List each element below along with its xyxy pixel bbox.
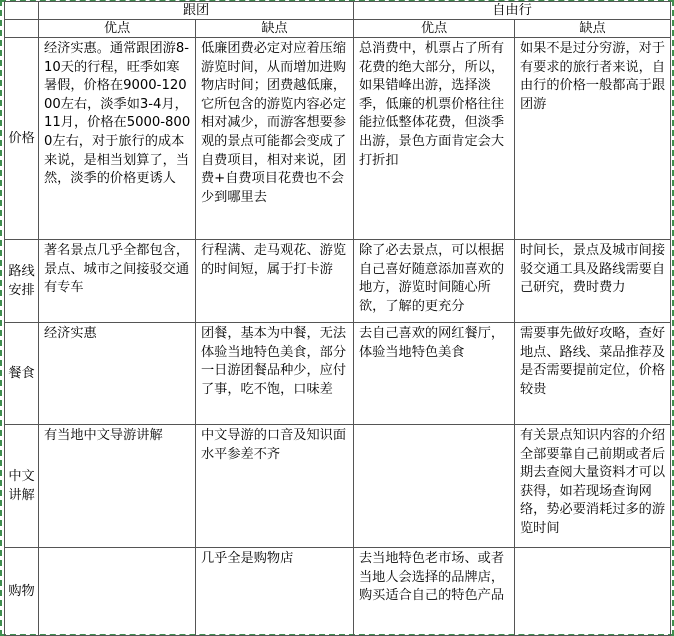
table-row-price — [5, 38, 671, 240]
group-pros-header: 优点 — [39, 20, 196, 38]
cell-group-cons: 几乎全是购物店 — [196, 548, 354, 636]
row-label-cell — [5, 240, 39, 323]
row-label: 价格 — [8, 131, 35, 146]
row-label-cell — [5, 323, 39, 425]
row-label: 路线安排 — [8, 264, 35, 298]
header-row-proscons — [5, 20, 671, 38]
cell-free-cons: 需要事先做好攻略，查好地点、路线、菜品推荐及是否需要提前定位，价格较贵 — [515, 323, 671, 425]
cell-free-cons: 时间长，景点及城市间接驳交通工具及路线需要自己研究，费时费力 — [515, 240, 671, 323]
row-label: 购物 — [8, 584, 35, 599]
table-row-shopping — [5, 548, 671, 636]
cell-group-cons: 行程满、走马观花、游览的时间短，属于打卡游 — [196, 240, 354, 323]
cell-free-pros — [354, 425, 515, 548]
cell-group-pros — [39, 548, 196, 636]
table-row-meals — [5, 323, 671, 425]
cell-free-cons: 有关景点知识内容的介绍全部要靠自己前期或者后期去查阅大量资料才可以获得，如若现场查询网络，势必要消耗过多的游览时间 — [515, 425, 671, 548]
cell-free-pros: 除了必去景点，可以根据自己喜好随意添加喜欢的地方，游览时间随心所欲，了解的更充分 — [354, 240, 515, 323]
comparison-table — [4, 1, 671, 636]
cell-group-cons: 团餐，基本为中餐，无法体验当地特色美食，部分一日游团餐品种少，应付了事，吃不饱，口味差 — [196, 323, 354, 425]
cell-free-pros: 去自己喜欢的网红餐厅，体验当地特色美食 — [354, 323, 515, 425]
cell-group-cons: 低廉团费必定对应着压缩游览时间，从而增加进购物店时间；团费越低廉，它所包含的游览内容必定相对减少，而游客想要参观的景点可能都会变成了自费项目，相对来说，团费+自费项目花费也不会少到哪里去 — [196, 38, 354, 240]
row-label-cell — [5, 548, 39, 636]
cell-free-pros: 去当地特色老市场、或者当地人会选择的品牌店，购买适合自己的特色产品 — [354, 548, 515, 636]
cell-group-pros: 有当地中文导游讲解 — [39, 425, 196, 548]
header-row-group — [5, 2, 671, 20]
cell-group-pros: 著名景点几乎全都包含，景点、城市之间接驳交通有专车 — [39, 240, 196, 323]
corner-cell-2 — [5, 20, 39, 38]
cell-group-pros: 经济实惠 — [39, 323, 196, 425]
table-row-chinese-guide — [5, 425, 671, 548]
cell-free-pros: 总消费中，机票占了所有花费的绝大部分，所以，如果错峰出游，选择淡季，低廉的机票价格往往能拉低整体花费，但淡季出游，景色方面肯定会大打折扣 — [354, 38, 515, 240]
table-row-route — [5, 240, 671, 323]
group-tour-header: 跟团 — [39, 2, 354, 20]
cell-group-pros: 经济实惠。通常跟团游8-10天的行程，旺季如寒暑假，价格在9000-12000左右，淡季如3-4月，11月，价格在5000-8000左右，对于旅行的成本来说，是相当划算了，当然，淡季的价格更诱人 — [39, 38, 196, 240]
cell-free-cons — [515, 548, 671, 636]
cell-group-cons: 中文导游的口音及知识面水平参差不齐 — [196, 425, 354, 548]
corner-cell — [5, 2, 39, 20]
group-cons-header: 缺点 — [196, 20, 354, 38]
row-label-cell — [5, 425, 39, 548]
free-cons-header: 缺点 — [515, 20, 671, 38]
row-label: 餐食 — [8, 366, 35, 381]
cell-free-cons: 如果不是过分穷游，对于有要求的旅行者来说，自由行的价格一般都高于跟团游 — [515, 38, 671, 240]
row-label-cell — [5, 38, 39, 240]
row-label: 中文讲解 — [8, 469, 35, 503]
free-pros-header: 优点 — [354, 20, 515, 38]
free-travel-header: 自由行 — [354, 2, 671, 20]
